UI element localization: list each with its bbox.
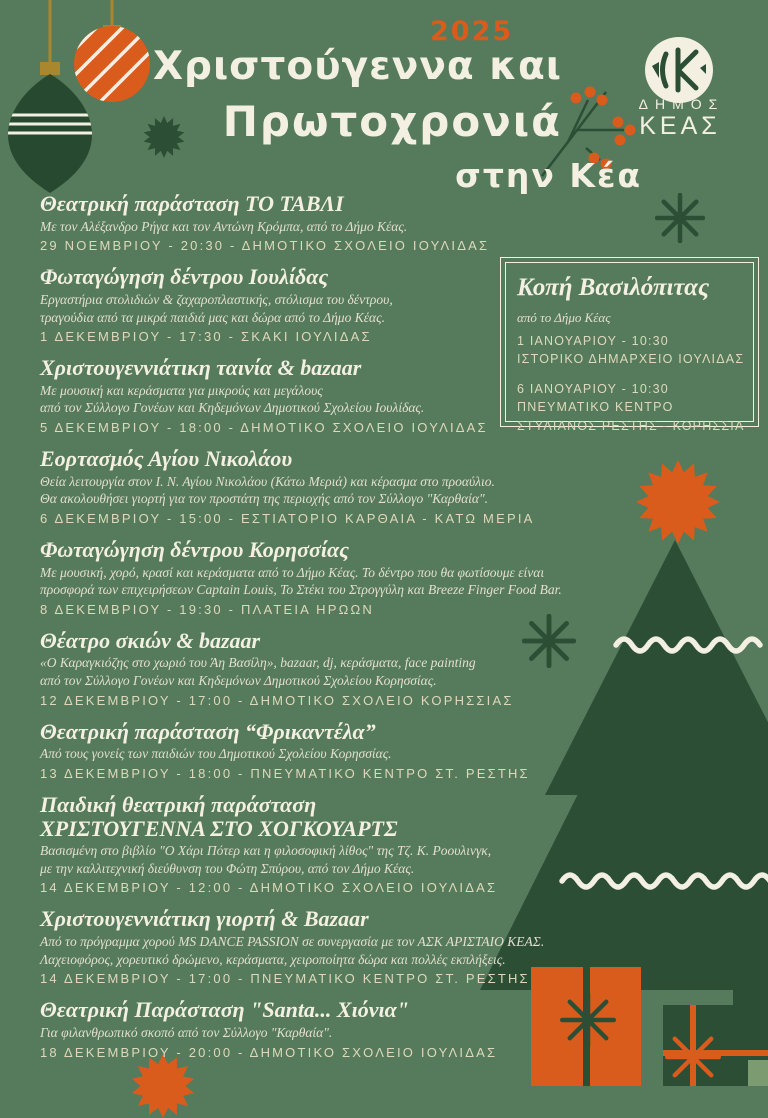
event-title: Θεατρική παράσταση “Φρικαντέλα” (40, 718, 376, 744)
event-description (40, 564, 640, 599)
event-title: Θεατρική Παράσταση "Santa... Χιόνια" (40, 997, 409, 1023)
box-entry-line: 6 ΙΑΝΟΥΑΡΙΟΥ - 10:30 (517, 382, 669, 397)
event-datetime-location: 14 ΔΕΚΕΜΒΡΙΟΥ - 12:00 - ΔΗΜΟΤΙΚΟ ΣΧΟΛΕΙΟ ΙΟΥΛΙΔΑΣ (40, 880, 498, 896)
starburst-icon (143, 116, 185, 158)
event-description-line: Θα ακολουθήσει γιορτή για τον προστάτη της περιοχής από τον Σύλλογο "Καρθαία". (40, 491, 489, 507)
event-description-line: προσφορά των επιχειρήσεων Captain Louis, Το Στέκι του Στρογγύλη και Breeze Finger Food Bar. (40, 582, 562, 598)
event-description (40, 745, 640, 763)
event-datetime-location: 1 ΔΕΚΕΜΒΡΙΟΥ - 17:30 - ΣΚΑΚΙ ΙΟΥΛΙΔΑΣ (40, 329, 372, 345)
poster-title-line2: Πρωτοχρονιά (222, 97, 562, 146)
event-title: Παιδική θεατρική παράσταση (40, 791, 317, 817)
event-description (40, 218, 640, 236)
event-description-line: Για φιλανθρωπικό σκοπό από τον Σύλλογο "Καρθαία". (40, 1025, 333, 1040)
poster-title-line1: Χριστούγεννα και (152, 44, 562, 89)
event-title: Θεατρική παράσταση ΤΟ ΤΑΒΛΙ (40, 191, 344, 216)
event-item (40, 720, 640, 781)
event-item (40, 265, 640, 344)
poster-title-line3: στην Κέα (455, 156, 642, 195)
event-title: Χριστουγεννιάτικη γιορτή & Bazaar (40, 906, 369, 932)
event-datetime-location: 12 ΔΕΚΕΜΒΡΙΟΥ - 17:00 - ΔΗΜΟΤΙΚΟ ΣΧΟΛΕΙΟ ΚΟΡΗΣΣΙΑΣ (40, 692, 514, 708)
gift-bow-icon (665, 1029, 721, 1085)
event-description (40, 933, 640, 968)
event-description-line: Εργαστήρια στολιδιών & ζαχαροπλαστικής, στόλισμα του δέντρου, (40, 292, 393, 308)
event-datetime-location: 14 ΔΕΚΕΜΒΡΙΟΥ - 17:00 - ΠΝΕΥΜΑΤΙΚΟ ΚΕΝΤΡΟ ΣΤ. ΡΕΣΤΗΣ (40, 971, 530, 987)
event-datetime-location: 18 ΔΕΚΕΜΒΡΙΟΥ - 20:00 - ΔΗΜΟΤΙΚΟ ΣΧΟΛΕΙΟ ΙΟΥΛΙΔΑΣ (40, 1044, 498, 1060)
green-ornament-icon (0, 0, 200, 200)
event-description (40, 842, 640, 877)
event-description (40, 1024, 640, 1042)
box-entry-line: 1 ΙΑΝΟΥΑΡΙΟΥ - 10:30 (517, 334, 669, 348)
event-title: Θέατρο σκιών & bazaar (40, 627, 261, 653)
event-title: Χριστουγεννιάτικη ταινία & bazaar (40, 355, 362, 381)
event-item (40, 629, 640, 708)
event-description-line: Με μουσική, χορό, κρασί και κεράσματα από το Δήμο Κέας. Το δέντρο που θα φωτίσουμε είναι (40, 564, 545, 580)
event-title-line2: ΧΡΙΣΤΟΥΓΕΝΝΑ ΣΤΟ ΧΟΓΚΟΥΑΡΤΣ (40, 815, 398, 841)
starburst-icon (636, 460, 720, 544)
event-description (40, 473, 640, 508)
event-description-line: Με μουσική και κεράσματα για μικρούς και μεγάλους (40, 382, 323, 398)
municipality-name-line1: ΔΗΜΟΣ (638, 96, 725, 112)
event-item (40, 998, 640, 1059)
event-description (40, 382, 640, 417)
municipality-name-line2: ΚΕΑΣ (639, 112, 721, 140)
snowflake-icon (655, 193, 705, 243)
event-item (40, 907, 640, 986)
event-description-line: Με τον Αλέξανδρο Ρήγα και τον Αντώνη Κρόμπα, από το Δήμο Κέας. (40, 218, 408, 234)
event-description-line: Λαχειοφόρος, χορευτικό δρώμενο, κεράσματα, χειροποίητα δώρα και πολλές εκπλήξεις. (40, 951, 506, 967)
event-datetime-location: 5 ΔΕΚΕΜΒΡΙΟΥ - 18:00 - ΔΗΜΟΤΙΚΟ ΣΧΟΛΕΙΟ ΙΟΥΛΙΔΑΣ (40, 419, 488, 435)
event-title: Φωταγώγηση δέντρου Κορησσίας (40, 536, 349, 562)
event-description-line: Από τους γονείς των παιδιών του Δημοτικού Σχολείου Κορησσίας. (40, 746, 392, 762)
event-datetime-location: 29 ΝΟΕΜΒΡΙΟΥ - 20:30 - ΔΗΜΟΤΙΚΟ ΣΧΟΛΕΙΟ ΙΟΥΛΙΔΑΣ (40, 238, 490, 254)
event-description-line: Βασισμένη στο βιβλίο "Ο Χάρι Πότερ και η φιλοσοφική λίθος" της Τζ. Κ. Ροουλινγκ, (40, 843, 492, 859)
event-item (40, 447, 640, 526)
event-description-line: Θεία λειτουργία στον Ι. Ν. Αγίου Νικολάου (Κάτω Μεριά) και κέρασμα στο προαύλιο. (40, 473, 495, 489)
event-description-line: από τον Σύλλογο Γονέων και Κηδεμόνων Δημοτικού Σχολείου Ιουλίδας. (40, 400, 425, 416)
event-datetime-location: 6 ΔΕΚΕΜΒΡΙΟΥ - 15:00 - ΕΣΤΙΑΤΟΡΙΟ ΚΑΡΘΑΙΑ - ΚΑΤΩ ΜΕΡΙΑ (40, 510, 535, 526)
event-datetime-location: 8 ΔΕΚΕΜΒΡΙΟΥ - 19:30 - ΠΛΑΤΕΙΑ ΗΡΩΩΝ (40, 601, 375, 617)
event-title: Φωταγώγηση δέντρου Ιουλίδας (40, 264, 329, 290)
box-title: Κοπή Βασιλόπιτας (517, 274, 710, 301)
event-item (40, 793, 640, 896)
event-item (40, 192, 640, 253)
box-entry-line: ΠΝΕΥΜΑΤΙΚΟ ΚΕΝΤΡΟ (517, 400, 674, 415)
event-item (40, 356, 640, 435)
event-description-line: τραγούδια από τα μικρά παιδιά μας και δώρα από το Δήμο Κέας. (40, 309, 385, 325)
event-description-line: Από το πρόγραμμα χορού MS DANCE PASSION σε συνεργασία με τον ΑΣΚ ΑΡΙΣΤΑΙΟ ΚΕΑΣ. (40, 934, 545, 950)
box-entry-line: ΣΤΥΛΙΑΝΟΣ ΡΕΣΤΗΣ - ΚΟΡΗΣΣΙΑ (517, 418, 745, 433)
event-title: Εορτασμός Αγίου Νικολάου (40, 445, 293, 471)
event-description (40, 654, 640, 689)
box-subtitle: από το Δήμο Κέας (517, 310, 611, 325)
events-list (40, 192, 640, 1072)
corner-gift-icon (748, 1060, 768, 1086)
event-item (40, 538, 640, 617)
event-description-line: από τον Σύλλογο Γονέων και Κηδεμόνων Δημοτικού Σχολείου Κορησσίας. (40, 672, 437, 688)
event-description (40, 291, 640, 326)
event-datetime-location: 13 ΔΕΚΕΜΒΡΙΟΥ - 18:00 - ΠΝΕΥΜΑΤΙΚΟ ΚΕΝΤΡΟ ΣΤ. ΡΕΣΤΗΣ (40, 765, 530, 781)
event-description-line: «Ο Καραγκιόζης στο χωριό του Άη Βασίλη», bazaar, dj, κεράσματα, face painting (40, 655, 476, 671)
box-entry-line: ΙΣΤΟΡΙΚΟ ΔΗΜΑΡΧΕΙΟ ΙΟΥΛΙΔΑΣ (517, 352, 745, 367)
year-label: 2025 (430, 16, 514, 47)
event-description-line: με την καλλιτεχνική διεύθυνση του Φώτη Σπύρου, από τον Δήμο Κέας. (40, 860, 415, 876)
